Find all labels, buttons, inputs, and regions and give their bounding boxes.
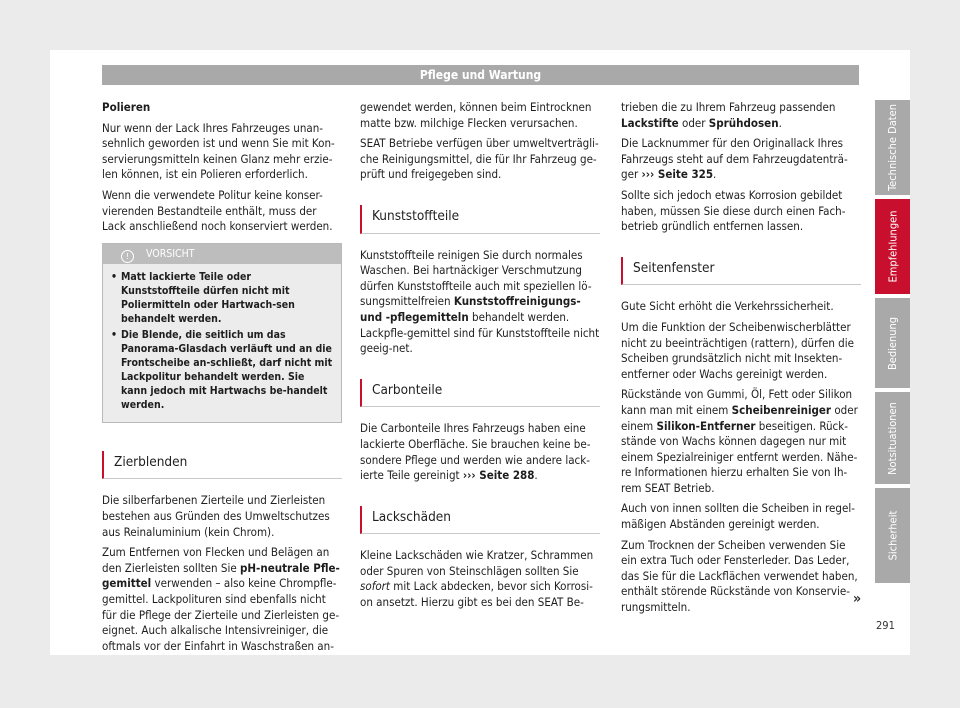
tab-label: Technische Daten bbox=[886, 103, 900, 192]
tab-bedienung[interactable] bbox=[875, 298, 910, 388]
paragraph bbox=[360, 248, 600, 357]
text: verwenden – also keine Chrompfle-gemittel. Lackpolituren sind ebenfalls nicht für die Pflege der Zierteile und Zierleisten ge-eignet. Auch alkalische Intensivreiniger, die oftmals vor der Einfahrt in Waschstraßen an- bbox=[102, 576, 340, 653]
bold-text: pH-neutrale Pfle-gemittel bbox=[102, 560, 340, 591]
paragraph bbox=[621, 387, 861, 496]
paragraph bbox=[621, 100, 861, 131]
tab-label: Sicherheit bbox=[886, 510, 899, 561]
paragraph: Die silberfarbenen Zierteile und Zierleisten bestehen aus Gründen des Umweltschutzes aus Reinaluminium (kein Chrom). bbox=[102, 493, 330, 539]
text: trieben die zu Ihrem Fahrzeug passenden bbox=[621, 100, 836, 114]
text: Die Lacknummer für den Originallack Ihres Fahrzeugs steht auf dem Fahrzeugdatenträ-ger bbox=[621, 136, 848, 182]
text: Kunststoffteile reinigen Sie durch normales Waschen. Bei hartnäckiger Verschmutzung dürfen Kunststoffteile auch mit speziellen lö-sungsmittelfreien bbox=[360, 247, 592, 309]
continue-arrow-icon: » bbox=[853, 591, 862, 607]
page-number: 291 bbox=[876, 619, 895, 632]
text: Zum Entfernen von Flecken und Belägen an den Zierleisten sollten Sie bbox=[102, 545, 330, 575]
text: behandelt werden. Lackpfle-gemittel sind für Kunststoffteile nicht geeig-net. bbox=[360, 309, 600, 356]
paragraph bbox=[360, 548, 600, 610]
caution-box bbox=[102, 243, 342, 423]
caution-item: • Die Blende, die seitlich um das Panorama-Glasdach verläuft und an die Frontscheibe an-schließt, darf nicht mit Lackpolitur behandelt werden. Sie kann jedoch mit Hartwachs be-handelt werden. bbox=[111, 328, 333, 412]
heading-kunststoffteile: Kunststoffteile bbox=[360, 205, 600, 234]
tab-empfehlungen[interactable] bbox=[875, 199, 910, 294]
heading-zierblenden: Zierblenden bbox=[102, 451, 342, 480]
tab-label: Bedienung bbox=[886, 316, 900, 370]
tab-technische-daten[interactable] bbox=[875, 100, 910, 195]
italic-text: sofort bbox=[360, 579, 390, 594]
paragraph: Zum Trocknen der Scheiben verwenden Sie ein extra Tuch oder Fensterleder. Das Leder, das Sie für die Lackflächen verwendet haben, enthält störende Rückstände von Konservie-rungsmitteln. bbox=[621, 537, 858, 615]
tab-label: Empfehlungen bbox=[886, 210, 899, 283]
bold-text: Kunststoffreinigungs- und -pflegemitteln bbox=[360, 294, 581, 324]
text: Die Carbonteile Ihres Fahrzeugs haben eine lackierte Oberfläche. Sie brauchen keine be-sondere Pflege und werden wie andere lack-ierte Teile gereinigt bbox=[360, 421, 591, 483]
bold-text: Sprühdosen bbox=[708, 115, 779, 130]
caution-body bbox=[103, 264, 341, 422]
text: oder einem bbox=[621, 402, 858, 433]
text: oder bbox=[678, 115, 709, 130]
warning-icon: ! bbox=[121, 250, 134, 263]
paragraph: SEAT Betriebe verfügen über umweltverträgli-che Reinigungsmittel, die für Ihr Fahrzeug ge-prüft und freigegeben sind. bbox=[360, 136, 599, 182]
paragraph: Auch von innen sollten die Scheiben in regel-mäßigen Abständen gereinigt werden. bbox=[621, 501, 855, 532]
page bbox=[50, 50, 910, 655]
tab-notsituationen[interactable] bbox=[875, 392, 910, 484]
bold-text: Silikon-Entferner bbox=[656, 418, 756, 433]
text: Kleine Lackschäden wie Kratzer, Schrammen oder Spuren von Steinschlägen sollten Sie bbox=[360, 548, 594, 578]
caution-item: • Matt lackierte Teile oder Kunststoffteile dürfen nicht mit Poliermitteln oder Hartwach-sen behandelt werden. bbox=[111, 270, 333, 326]
text: . bbox=[778, 115, 782, 130]
heading-carbonteile: Carbonteile bbox=[360, 379, 600, 408]
paragraph: gewendet werden, können beim Eintrocknen matte bzw. milchige Flecken verursachen. bbox=[360, 100, 592, 130]
text: beseitigen. Rück-stände von Wachs können dagegen nur mit einem Spezialreiniger entfernt werden. Nähe-re Informationen hierzu erhalten Sie von Ih-rem SEAT Betrieb. bbox=[621, 418, 858, 495]
column-3 bbox=[621, 100, 861, 621]
heading-seitenfenster: Seitenfenster bbox=[621, 257, 861, 286]
bold-text: Scheibenreiniger bbox=[731, 402, 832, 417]
paragraph: Um die Funktion der Scheibenwischerblätter nicht zu beeinträchtigen (rattern), dürfen die Scheiben grundsätzlich nicht mit Insekten-entferner oder Wachs gereinigt werden. bbox=[621, 319, 854, 381]
page-header: Pflege und Wartung bbox=[102, 65, 859, 85]
paragraph: Gute Sicht erhöht die Verkehrssicherheit. bbox=[621, 299, 834, 314]
tab-label: Notsituationen bbox=[886, 401, 899, 475]
caution-header bbox=[103, 244, 341, 264]
page-link[interactable]: ››› Seite 288 bbox=[462, 468, 535, 483]
paragraph bbox=[621, 136, 861, 183]
text: Rückstände von Gummi, Öl, Fett oder Silikon kann man mit einem bbox=[621, 387, 853, 417]
section-title-polieren: Polieren bbox=[102, 100, 151, 114]
paragraph bbox=[102, 545, 342, 654]
paragraph bbox=[360, 421, 600, 483]
column-2 bbox=[360, 100, 600, 616]
paragraph: Sollte sich jedoch etwas Korrosion gebildet haben, müssen Sie diese durch einen Fach-betrieb gründlich entfernen lassen. bbox=[621, 187, 846, 234]
heading-lackschaeden: Lackschäden bbox=[360, 506, 600, 535]
tab-sicherheit[interactable] bbox=[875, 488, 910, 583]
paragraph: Nur wenn der Lack Ihres Fahrzeuges unan-sehnlich geworden ist und wenn Sie mit Kon-servierungsmitteln keinen Glanz mehr erzie-len können, ist ein Polieren erforderlich. bbox=[102, 120, 335, 182]
caution-label: VORSICHT bbox=[146, 247, 195, 260]
bold-text: Lackstifte bbox=[621, 115, 679, 130]
text: mit Lack abdecken, bevor sich Korrosi-on ansetzt. Hierzu gibt es bei den SEAT Be- bbox=[360, 579, 593, 610]
column-1 bbox=[102, 100, 342, 659]
paragraph: Wenn die verwendete Politur keine konser-vierenden Bestandteile enthält, muss der Lack anschließend noch konserviert werden. bbox=[102, 187, 333, 234]
side-tabs bbox=[875, 0, 910, 708]
page-link[interactable]: ››› Seite 325 bbox=[641, 167, 714, 182]
text: . bbox=[534, 468, 538, 483]
text: . bbox=[713, 167, 717, 182]
